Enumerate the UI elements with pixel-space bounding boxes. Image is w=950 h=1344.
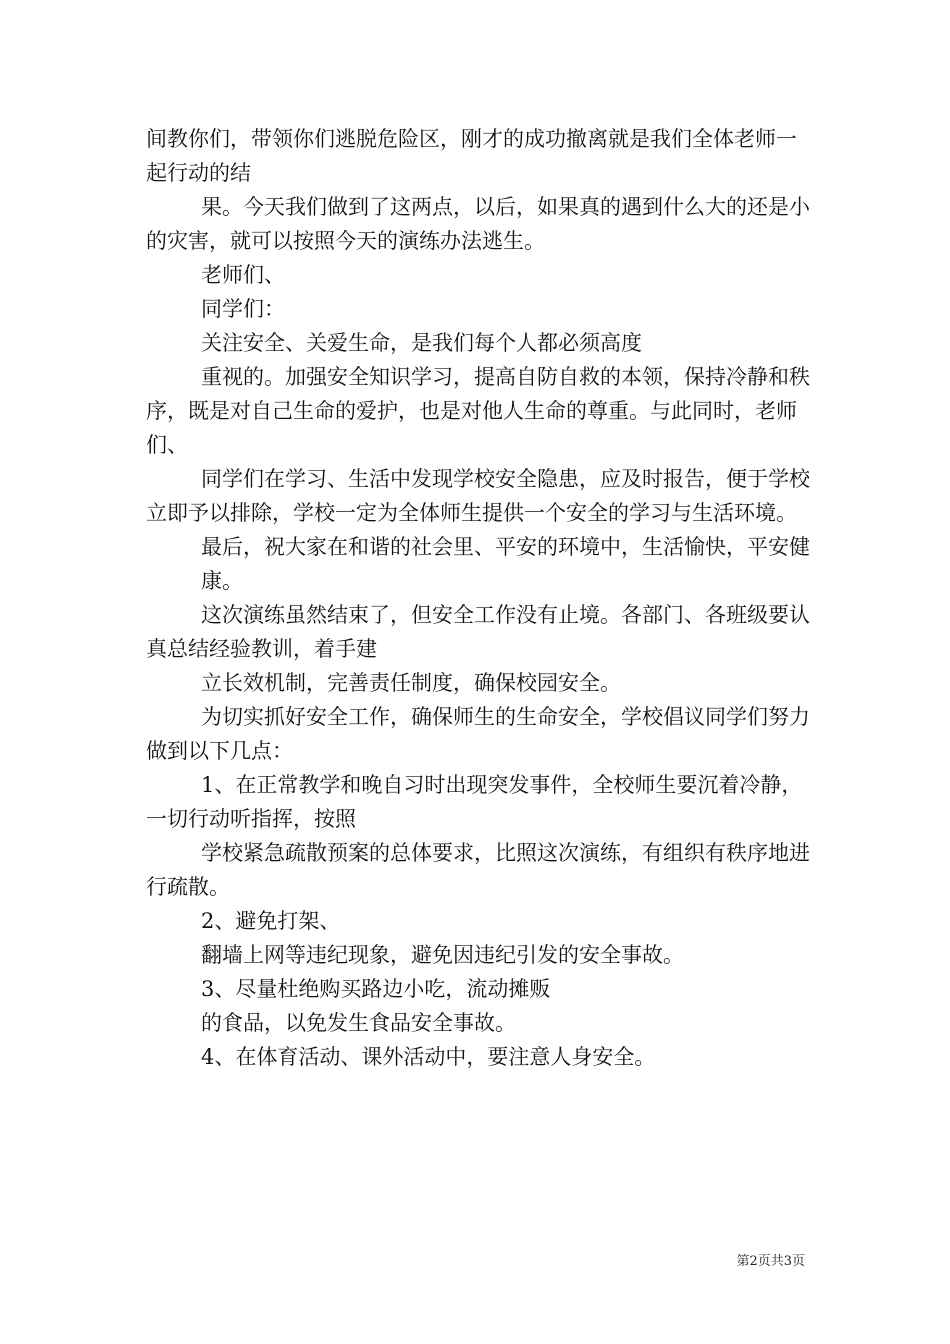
paragraph-5: 关注安全、关爱生命，是我们每个人都必须高度 (201, 331, 642, 355)
paragraph-15: 2、避免打架、 (201, 909, 341, 933)
paragraph-4: 同学们： (201, 297, 285, 321)
paragraph-3: 老师们、 (201, 263, 285, 287)
paragraph-18: 的食品，以免发生食品安全事故。 (201, 1011, 516, 1035)
page-number: 第2页共3页 (736, 1254, 805, 1269)
body-text (146, 122, 810, 1074)
paragraph-7: 同学们在学习、生活中发现学校安全隐患，应及时报告，便于学校立即予以排除，学校一定为全体师生提供一个安全的学习与生活环境。 (146, 467, 810, 525)
paragraph-14: 学校紧急疏散预案的总体要求，比照这次演练，有组织有秩序地进行疏散。 (146, 841, 810, 899)
paragraph-13: 1、在正常教学和晚自习时出现突发事件，全校师生要沉着冷静，一切行动听指挥，按照 (146, 773, 803, 831)
paragraph-19: 4、在体育活动、课外活动中，要注意人身安全。 (201, 1045, 656, 1069)
paragraph-1: 间教你们，带领你们逃脱危险区，刚才的成功撤离就是我们全体老师一起行动的结 (146, 127, 797, 185)
paragraph-2: 果。今天我们做到了这两点，以后，如果真的遇到什么大的还是小的灾害，就可以按照今天的演练办法逃生。 (146, 195, 810, 253)
paragraph-9: 康。 (201, 569, 243, 593)
paragraph-10: 这次演练虽然结束了，但安全工作没有止境。各部门、各班级要认真总结经验教训，着手建 (146, 603, 810, 661)
paragraph-16: 翻墙上网等违纪现象，避免因违纪引发的安全事故。 (201, 943, 684, 967)
paragraph-17: 3、尽量杜绝购买路边小吃，流动摊贩 (201, 977, 551, 1001)
paragraph-6: 重视的。加强安全知识学习，提高自防自救的本领，保持冷静和秩序，既是对自己生命的爱护，也是对他人生命的尊重。与此同时，老师们、 (146, 365, 810, 457)
paragraph-11: 立长效机制，完善责任制度，确保校园安全。 (201, 671, 621, 695)
paragraph-12: 为切实抓好安全工作，确保师生的生命安全，学校倡议同学们努力做到以下几点： (146, 705, 810, 763)
paragraph-8: 最后，祝大家在和谐的社会里、平安的环境中，生活愉快，平安健 (201, 535, 810, 559)
